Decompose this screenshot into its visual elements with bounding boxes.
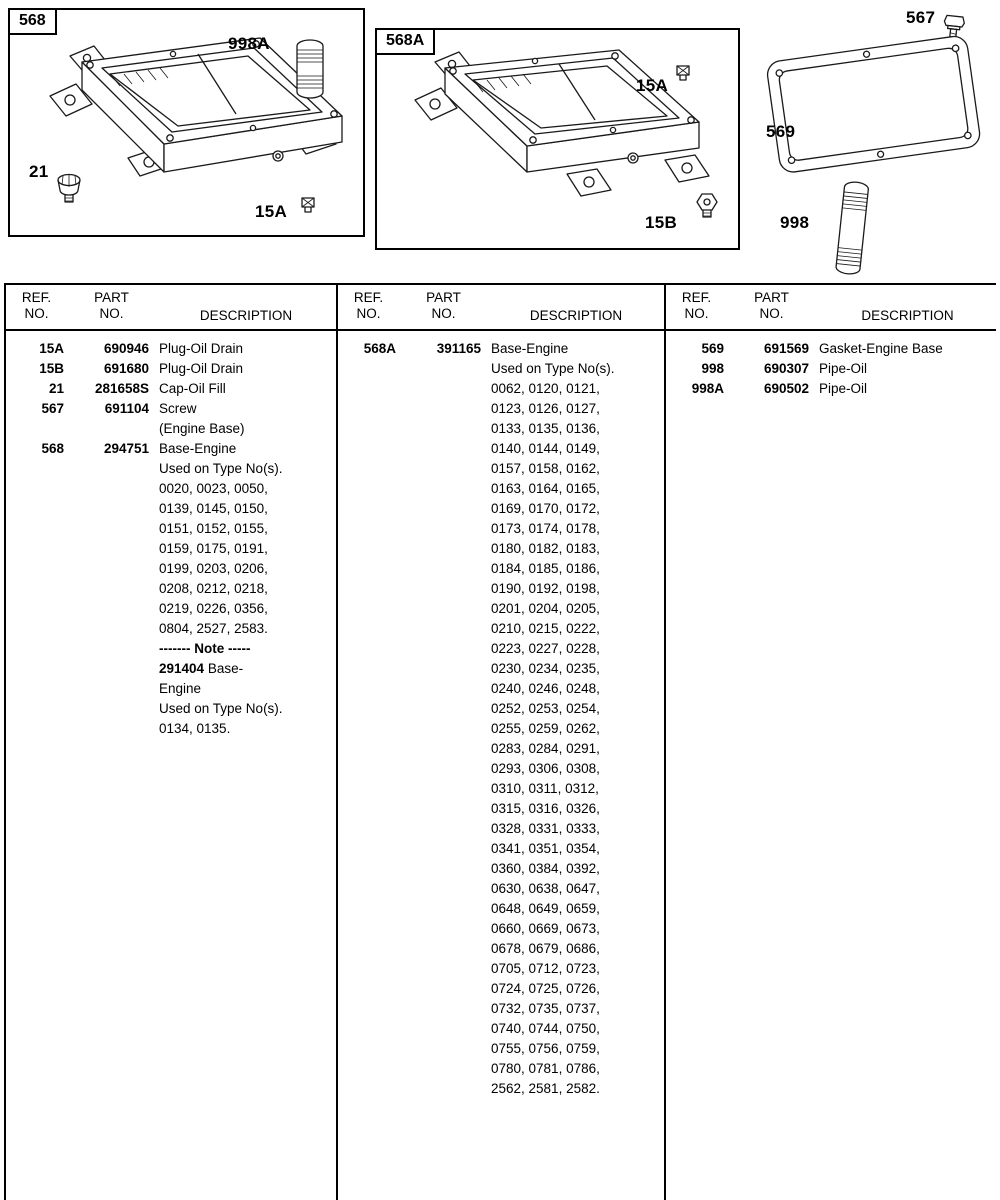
description-line: 0151, 0152, 0155, <box>159 521 268 536</box>
oil-pipe-998a-drawing <box>297 40 323 98</box>
description <box>491 339 661 1099</box>
part-no: 690946 <box>103 341 149 356</box>
description-line: 0293, 0306, 0308, <box>491 761 600 776</box>
callout-998: 998 <box>780 213 810 232</box>
part-no: 294751 <box>103 441 149 456</box>
table-row <box>669 359 996 379</box>
ref-no-header: REF. NO. <box>681 290 712 321</box>
description-line: 0219, 0226, 0356, <box>159 601 268 616</box>
rows-column-1 <box>9 329 333 739</box>
description-line: 0755, 0756, 0759, <box>491 1041 600 1056</box>
description-line: 0255, 0259, 0262, <box>491 721 600 736</box>
description-line: 0310, 0311, 0312, <box>491 781 599 796</box>
description-line: 0648, 0649, 0659, <box>491 901 600 916</box>
description-line: 0315, 0316, 0326, <box>491 801 600 816</box>
illustration-area <box>0 0 1000 282</box>
callout-15b: 15B <box>645 213 678 232</box>
description-line: 0252, 0253, 0254, <box>491 701 600 716</box>
description-line: 0341, 0351, 0354, <box>491 841 600 856</box>
ref-no: 568 <box>41 441 64 456</box>
table-row <box>9 359 333 379</box>
callout-567: 567 <box>906 8 936 27</box>
description-line: Gasket-Engine Base <box>819 341 943 356</box>
part-no: 691680 <box>103 361 149 376</box>
callout-15a: 15A <box>636 76 669 95</box>
oil-drain-plug-15b-drawing <box>697 194 717 217</box>
description-line: 0139, 0145, 0150, <box>159 501 268 516</box>
ref-no: 567 <box>41 401 64 416</box>
callout-998a: 998A <box>228 34 270 53</box>
part-no: 690307 <box>763 361 809 376</box>
ref-no-header: REF. NO. <box>21 290 52 321</box>
description-line: 0123, 0126, 0127, <box>491 401 600 416</box>
ref-no: 998 <box>701 361 724 376</box>
description-line: 0732, 0735, 0737, <box>491 1001 600 1016</box>
table-row <box>9 399 333 439</box>
description-line: 0328, 0331, 0333, <box>491 821 600 836</box>
ref-no: 15A <box>39 341 64 356</box>
box-label-568: 568 <box>8 8 57 35</box>
description-line: Cap-Oil Fill <box>159 381 226 396</box>
description-line: 0157, 0158, 0162, <box>491 461 600 476</box>
description-line: Base-Engine <box>159 441 237 456</box>
part-no-header: PART NO. <box>754 290 789 321</box>
description-header: DESCRIPTION <box>199 308 293 323</box>
table-row <box>9 339 333 359</box>
description-line: Base-Engine <box>491 341 569 356</box>
diagram-box-568 <box>8 8 365 237</box>
description-line: 0020, 0023, 0050, <box>159 481 268 496</box>
diagram-box-568a <box>375 28 740 250</box>
description-line: 0169, 0170, 0172, <box>491 501 600 516</box>
table-column-3 <box>665 283 1000 1200</box>
description-line: Plug-Oil Drain <box>159 341 244 356</box>
callout-21: 21 <box>29 162 49 181</box>
description-line: 0133, 0135, 0136, <box>491 421 600 436</box>
engine-base-568-drawing <box>10 10 363 235</box>
description-line: 0705, 0712, 0723, <box>491 961 600 976</box>
description-line: 0678, 0679, 0686, <box>491 941 600 956</box>
description <box>159 359 333 379</box>
part-no: 391165 <box>436 341 481 356</box>
description-line: 0230, 0234, 0235, <box>491 661 600 676</box>
description-line: 0283, 0284, 0291, <box>491 741 600 756</box>
callout-15a: 15A <box>255 202 288 221</box>
description-line: Used on Type No(s). <box>491 361 615 376</box>
column-header <box>669 283 996 329</box>
parts-table <box>0 283 1000 1200</box>
ref-no: 569 <box>701 341 724 356</box>
description-line: 0159, 0175, 0191, <box>159 541 268 556</box>
box-label-568a: 568A <box>375 28 435 55</box>
description-line: 0199, 0203, 0206, <box>159 561 268 576</box>
description-line: 0724, 0725, 0726, <box>491 981 600 996</box>
description-line: 0163, 0164, 0165, <box>491 481 600 496</box>
part-no: 281658S <box>94 381 149 396</box>
description-line: 0630, 0638, 0647, <box>491 881 600 896</box>
column-header <box>341 283 661 329</box>
description <box>159 379 333 399</box>
ref-no: 21 <box>48 381 64 396</box>
rows-column-2 <box>341 329 661 1099</box>
description-line: 0660, 0669, 0673, <box>491 921 600 936</box>
oil-drain-plug-15a-drawing <box>677 66 689 80</box>
description-line: 0184, 0185, 0186, <box>491 561 600 576</box>
description-line: Engine <box>159 681 202 696</box>
description-line: 0180, 0182, 0183, <box>491 541 600 556</box>
description-line: 0190, 0192, 0198, <box>491 581 600 596</box>
table-row <box>9 439 333 739</box>
description-line: 0173, 0174, 0178, <box>491 521 600 536</box>
description-line: 0208, 0212, 0218, <box>159 581 268 596</box>
ref-no: 568A <box>363 341 396 356</box>
column-header <box>9 283 333 329</box>
ref-no: 15B <box>39 361 64 376</box>
table-column-2 <box>337 283 665 1200</box>
description-line: 0210, 0215, 0222, <box>491 621 600 636</box>
table-row <box>669 379 996 399</box>
table-column-1 <box>5 283 337 1200</box>
description <box>819 339 996 359</box>
ref-no: 998A <box>691 381 724 396</box>
part-no: 691104 <box>104 401 149 416</box>
description <box>159 439 333 739</box>
table-row <box>9 379 333 399</box>
description-line: 0062, 0120, 0121, <box>491 381 600 396</box>
oil-pipe-998-drawing <box>835 181 868 275</box>
oil-fill-cap-21-drawing <box>58 175 80 203</box>
description-line: 2562, 2581, 2582. <box>491 1081 600 1096</box>
description-line: (Engine Base) <box>159 421 245 436</box>
part-no: 691569 <box>763 341 809 356</box>
part-no-header: PART NO. <box>426 290 461 321</box>
table-row <box>341 339 661 1099</box>
description-line: Used on Type No(s). <box>159 701 283 716</box>
table-grid <box>5 283 1000 1200</box>
description-header: DESCRIPTION <box>861 308 954 323</box>
description <box>159 339 333 359</box>
engine-base-568a-drawing <box>377 30 738 248</box>
description-line: 0740, 0744, 0750, <box>491 1021 600 1036</box>
description-line: 0780, 0781, 0786, <box>491 1061 600 1076</box>
description-line: Screw <box>159 401 197 416</box>
description-line: 0201, 0204, 0205, <box>491 601 600 616</box>
description-header: DESCRIPTION <box>529 308 623 323</box>
description-line: 0134, 0135. <box>159 721 231 736</box>
oil-drain-plug-15a-drawing <box>302 198 314 212</box>
description-line: 291404 Base- <box>159 661 244 676</box>
description-line: 0240, 0246, 0248, <box>491 681 600 696</box>
description-line: 0360, 0384, 0392, <box>491 861 600 876</box>
description-line: Plug-Oil Drain <box>159 361 244 376</box>
description-line: 0804, 2527, 2583. <box>159 621 268 636</box>
rows-column-3 <box>669 329 996 399</box>
description-line: Pipe-Oil <box>819 381 868 396</box>
table-row <box>669 339 996 359</box>
part-no-header: PART NO. <box>94 290 129 321</box>
part-no: 690502 <box>763 381 809 396</box>
description <box>159 399 333 439</box>
description <box>819 379 996 399</box>
description-line: 0223, 0227, 0228, <box>491 641 600 656</box>
ref-no-header: REF. NO. <box>353 290 384 321</box>
description-line: 0140, 0144, 0149, <box>491 441 600 456</box>
gasket-569-drawing <box>766 35 982 174</box>
callout-569: 569 <box>766 122 796 141</box>
description-line: Pipe-Oil <box>819 361 868 376</box>
description <box>819 359 996 379</box>
description-line: ------- Note ----- <box>159 641 251 656</box>
description-line: Used on Type No(s). <box>159 461 283 476</box>
